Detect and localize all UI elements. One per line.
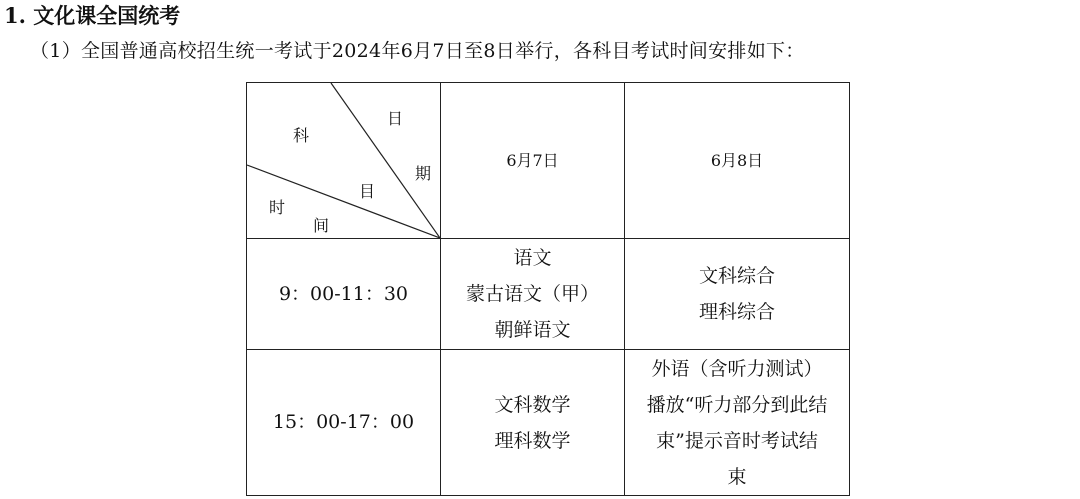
subject-item: 理科数学	[494, 429, 571, 452]
table-row-afternoon	[247, 350, 850, 496]
subject-item: 播放“听力部分到此结	[646, 393, 828, 416]
subject-item: 束”提示音时考试结	[656, 429, 818, 452]
subject-item: 外语（含听力测试）	[651, 357, 823, 380]
subject-item: 蒙古语文（甲）	[465, 283, 599, 305]
subject-item: 朝鲜语文	[494, 319, 571, 341]
table-header-row	[247, 83, 850, 239]
subjects-day2-afternoon	[625, 350, 850, 496]
subject-item: 束	[727, 465, 747, 488]
subjects-day1-afternoon	[441, 350, 625, 496]
subject-item: 文科综合	[698, 265, 775, 287]
intro-paragraph: （1）全国普通高校招生统一考试于2024年6月7日至8日举行，各科目考试时间安排如下：	[30, 40, 805, 62]
corner-label-ri: 日	[387, 109, 404, 128]
date-header-day2: 6月8日	[625, 83, 850, 239]
corner-label-mu: 目	[359, 182, 376, 201]
subjects-day1-morning	[441, 239, 625, 350]
time-cell-afternoon: 15：00-17：00	[247, 350, 441, 496]
section-title: 1. 文化课全国统考	[4, 3, 181, 28]
subject-item: 语文	[513, 247, 552, 269]
subject-item: 文科数学	[494, 393, 571, 416]
diagonal-header-cell	[247, 83, 441, 239]
date-header-day1: 6月7日	[441, 83, 625, 239]
time-cell-morning: 9：00-11：30	[247, 239, 441, 350]
corner-label-ke: 科	[293, 126, 310, 145]
corner-label-jian: 间	[313, 216, 330, 235]
exam-schedule-table	[246, 82, 850, 496]
corner-label-shi: 时	[269, 198, 286, 217]
subjects-day2-morning	[625, 239, 850, 350]
corner-label-qi: 期	[415, 164, 432, 183]
table-row-morning	[247, 239, 850, 350]
subject-item: 理科综合	[698, 301, 775, 323]
